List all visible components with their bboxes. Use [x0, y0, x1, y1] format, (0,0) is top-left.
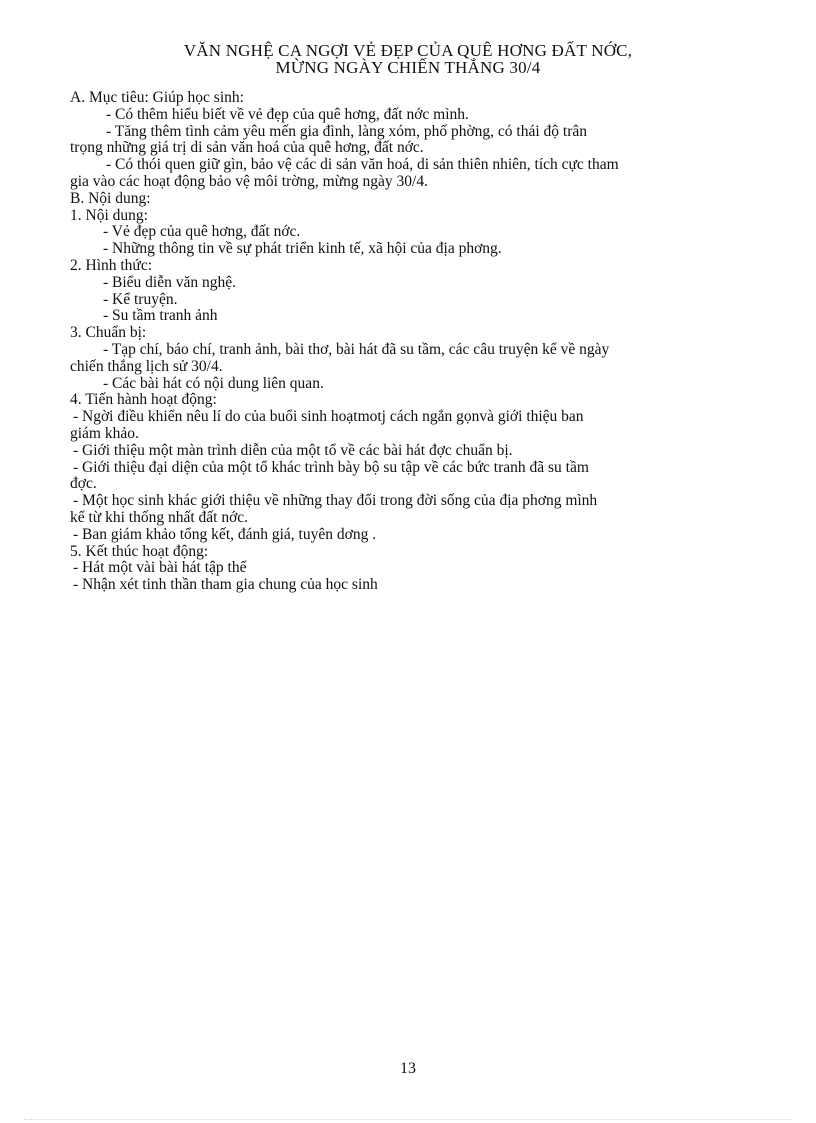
text-line: trọng những giá trị di sản văn hoá của quê hơng, đất nớc.	[70, 139, 424, 157]
footer-divider	[24, 1119, 792, 1120]
text-line: kể từ khi thống nhất đất nớc.	[70, 508, 249, 526]
text-line: đợc.	[70, 475, 97, 493]
text-line: - Có thêm hiểu biết về vẻ đẹp của quê hơng, đất nớc mình.	[106, 105, 469, 123]
text-line: - Vẻ đẹp của quê hơng, đất nớc.	[103, 223, 301, 241]
text-line: - Su tầm tranh ảnh	[103, 307, 218, 325]
text-line: 3. Chuẩn bị:	[70, 324, 147, 342]
text-line: - Các bài hát có nội dung liên quan.	[103, 374, 324, 392]
text-line: - Hát một vài bài hát tập thể	[73, 559, 247, 577]
text-line: - Nhận xét tinh thần tham gia chung của học sinh	[73, 576, 378, 594]
text-line: 4. Tiến hành hoạt động:	[70, 391, 217, 409]
page-number: 13	[400, 1060, 416, 1077]
text-line: - Ngời điều khiển nêu lí do của buổi sinh hoạtmotj cách ngắn gọnvà giới thiệu ban	[73, 408, 584, 426]
text-line: - Biểu diễn văn nghệ.	[103, 273, 237, 291]
text-line: gia vào các hoạt động bảo vệ môi trờng, mừng ngày 30/4.	[70, 172, 428, 190]
text-line: - Có thói quen giữ gìn, bảo vệ các di sản văn hoá, di sản thiên nhiên, tích cực tham	[106, 156, 619, 174]
text-line: - Những thông tin về sự phát triển kinh tế, xã hội của địa phơng.	[103, 240, 502, 258]
text-line: - Giới thiệu một màn trình diễn của một tổ về các bài hát đợc chuẩn bị.	[73, 441, 513, 459]
text-line: B. Nội dung:	[70, 189, 151, 207]
text-line: - Ban giám khảo tổng kết, đánh giá, tuyên dơng .	[73, 525, 377, 543]
text-line: - Tăng thêm tình cảm yêu mến gia đình, làng xóm, phố phờng, có thái độ trân	[106, 122, 587, 140]
text-line: chiến thắng lịch sử 30/4.	[70, 357, 223, 375]
title-line-1: VĂN NGHỆ CA NGỢI VẺ ĐẸP CỦA QUÊ HƠNG ĐẤT NỚC,	[183, 41, 633, 60]
text-line: 5. Kết thúc hoạt động:	[70, 542, 209, 560]
text-line: giám khảo.	[70, 424, 139, 442]
text-line: - Một học sinh khác giới thiệu về những thay đổi trong đời sống của địa phơng mình	[73, 492, 598, 510]
text-line: A. Mục tiêu: Giúp học sinh:	[70, 89, 244, 106]
text-line: 2. Hình thức:	[70, 256, 153, 274]
text-line: - Giới thiệu đại diện của một tổ khác trình bày bộ su tập về các bức tranh đã su tầm	[73, 458, 589, 476]
title-line-2: MỪNG NGÀY CHIẾN THẮNG 30/4	[275, 58, 541, 77]
text-line: 1. Nội dung:	[70, 206, 148, 224]
text-line: - Kể truyện.	[103, 290, 178, 308]
text-line: - Tạp chí, báo chí, tranh ảnh, bài thơ, bài hát đã su tầm, các câu truyện kể về ngày	[103, 340, 610, 358]
document-body	[70, 90, 750, 594]
